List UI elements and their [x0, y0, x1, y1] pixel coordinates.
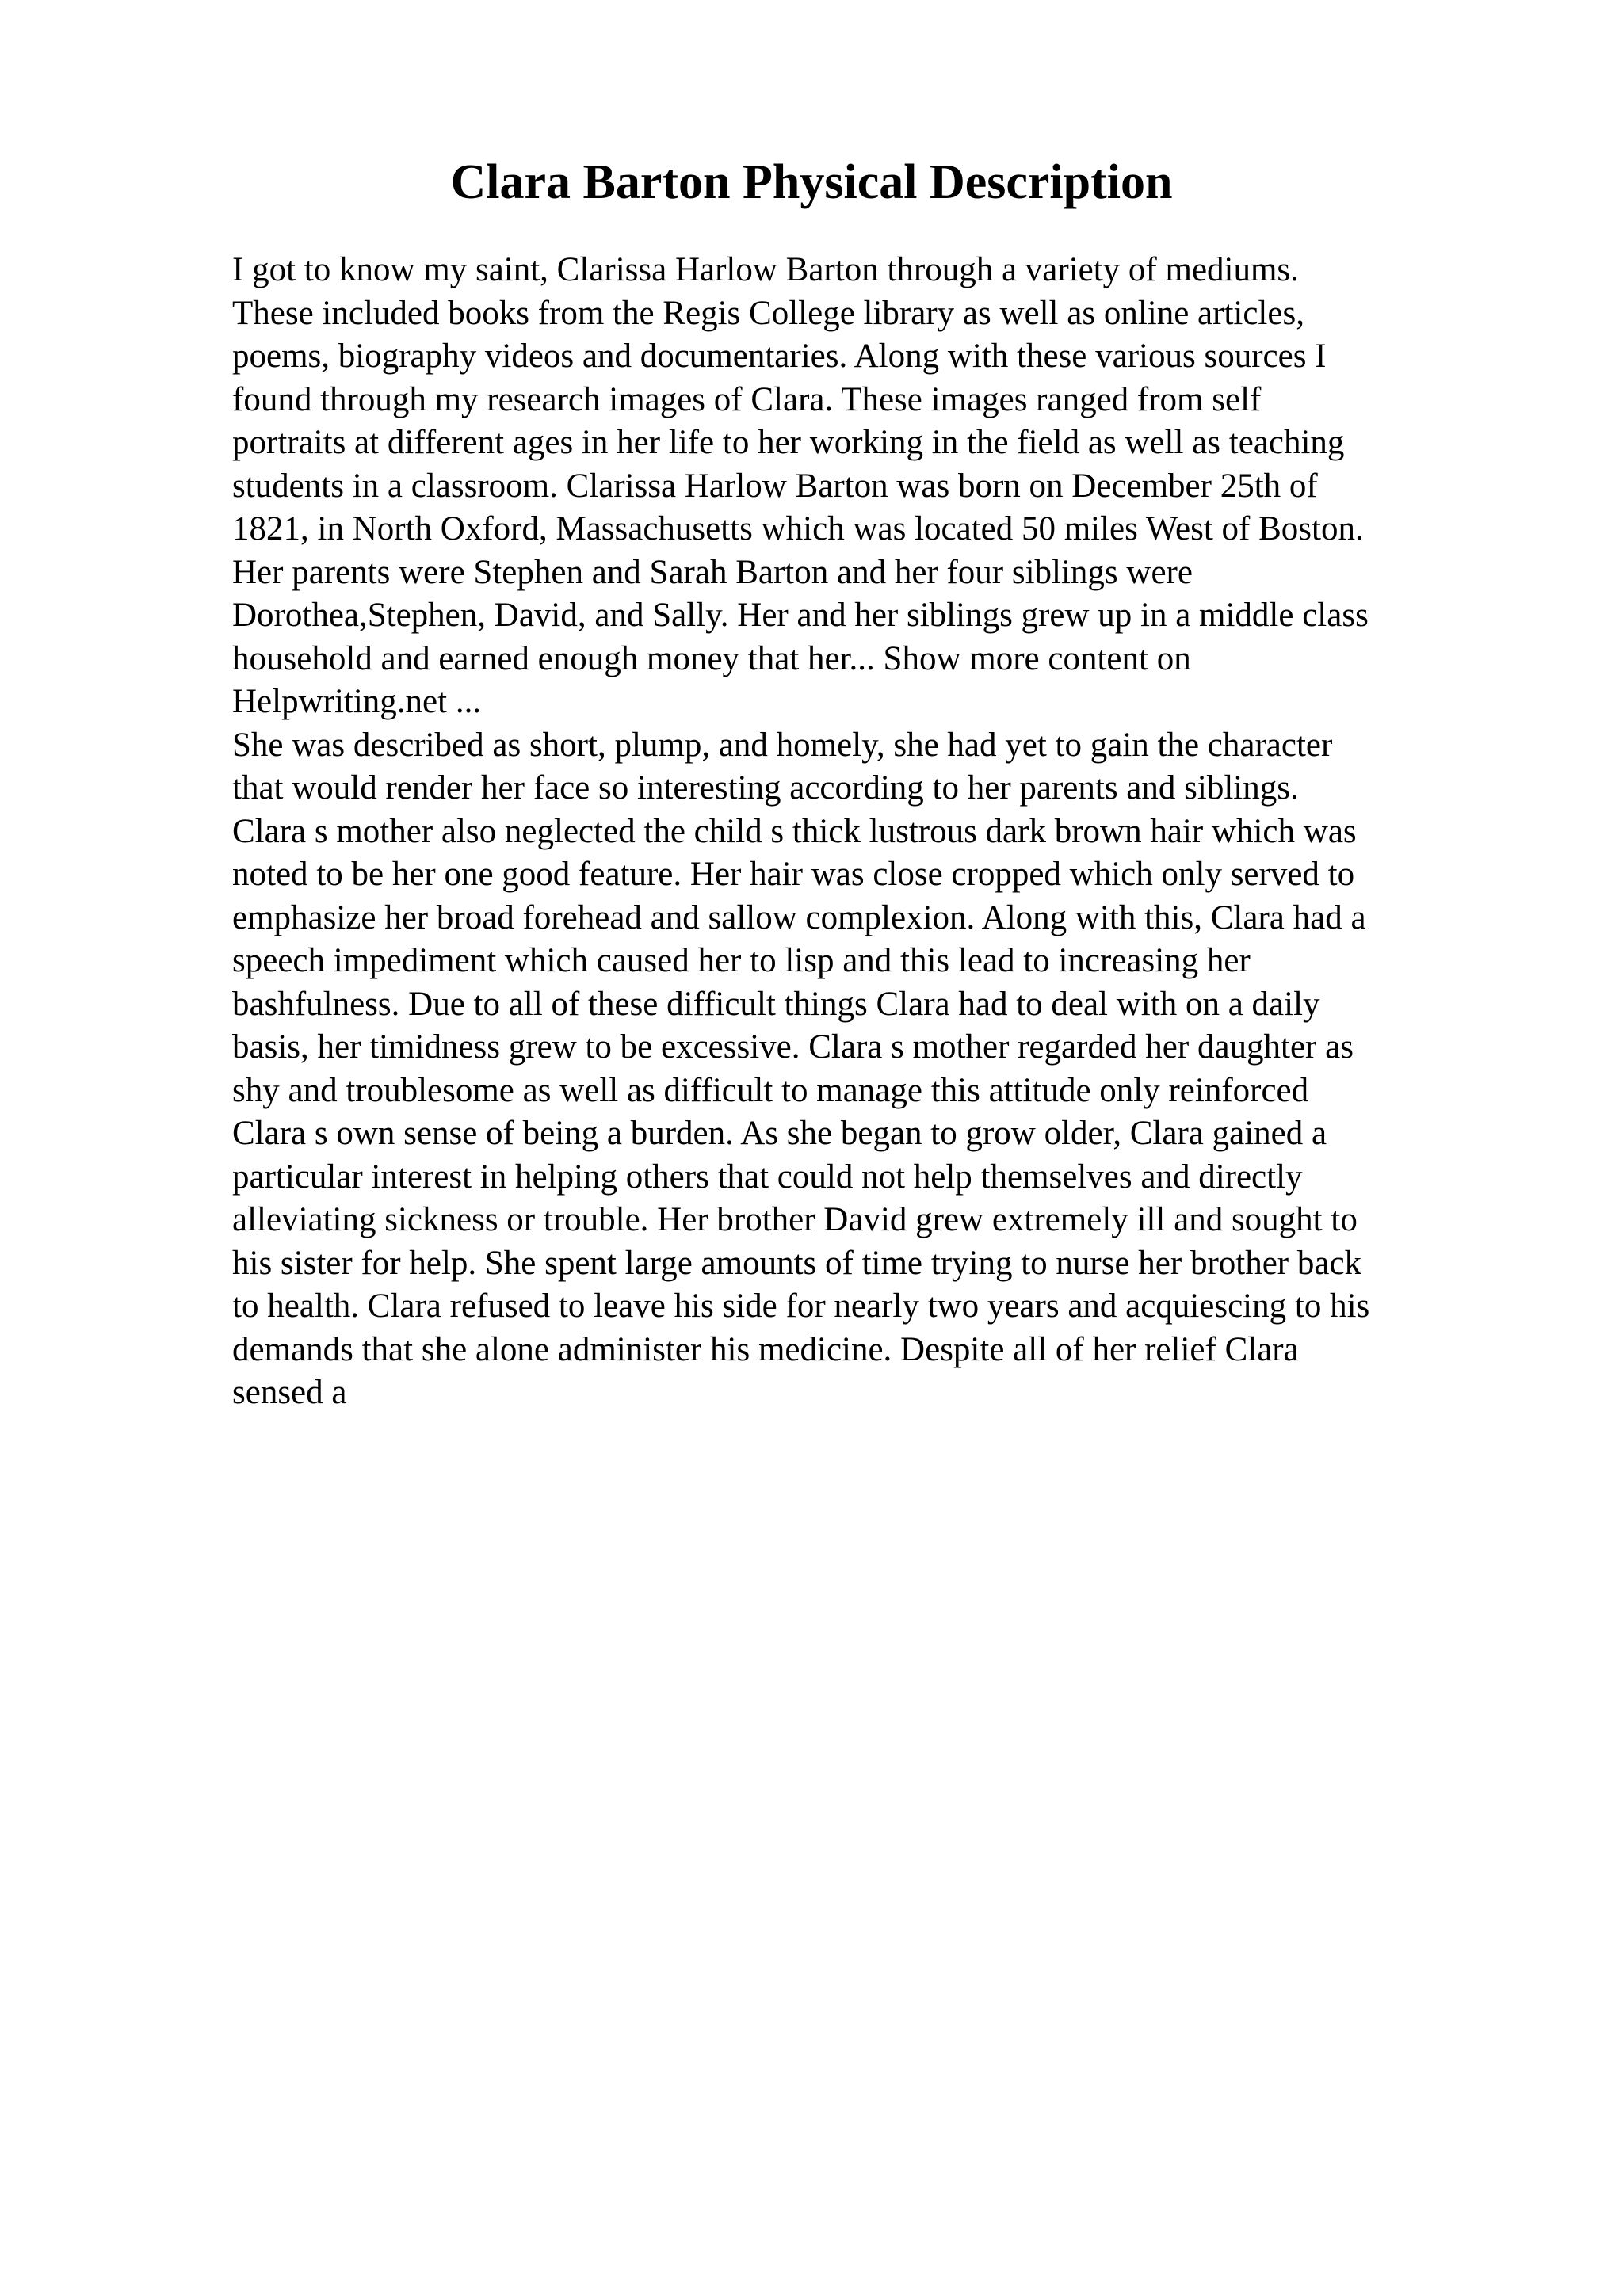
body-line: Dorothea,Stephen, David, and Sally. Her and her siblings grew up in a middle class	[232, 597, 1369, 634]
body-line: particular interest in helping others that could not help themselves and directly	[232, 1158, 1303, 1196]
body-line: These included books from the Regis College library as well as online articles,	[232, 294, 1304, 332]
body-line: household and earned enough money that her... Show more content on	[232, 639, 1191, 677]
body-line: his sister for help. She spent large amounts of time trying to nurse her brother back	[232, 1244, 1362, 1282]
body-line: bashfulness. Due to all of these difficult things Clara had to deal with on a daily	[232, 985, 1320, 1023]
body-line: Helpwriting.net ...	[232, 683, 482, 720]
body-line: that would render her face so interesting according to her parents and siblings.	[232, 769, 1299, 807]
body-line: She was described as short, plump, and homely, she had yet to gain the character	[232, 726, 1333, 764]
body-line: speech impediment which caused her to lisp and this lead to increasing her	[232, 942, 1251, 979]
body-line: emphasize her broad forehead and sallow complexion. Along with this, Clara had a	[232, 898, 1366, 936]
body-line: Clara s mother also neglected the child s thick lustrous dark brown hair which was	[232, 812, 1357, 850]
body-line: students in a classroom. Clarissa Harlow Barton was born on December 25th of	[232, 467, 1318, 505]
body-line: found through my research images of Clara. These images ranged from self	[232, 380, 1262, 418]
body-line: to health. Clara refused to leave his side for nearly two years and acquiescing to his	[232, 1287, 1370, 1325]
body-line: alleviating sickness or trouble. Her brother David grew extremely ill and sought to	[232, 1201, 1358, 1238]
body-line: shy and troublesome as well as difficult to manage this attitude only reinforced	[232, 1071, 1309, 1109]
body-line: Clara s own sense of being a burden. As she began to grow older, Clara gained a	[232, 1115, 1327, 1152]
body-line: I got to know my saint, Clarissa Harlow Barton through a variety of mediums.	[232, 251, 1299, 288]
body-line: Her parents were Stephen and Sarah Barton and her four siblings were	[232, 553, 1193, 591]
document-body	[232, 249, 1484, 1415]
body-line: sensed a	[232, 1374, 347, 1411]
body-line: noted to be her one good feature. Her hair was close cropped which only served to	[232, 856, 1355, 893]
body-line: 1821, in North Oxford, Massachusetts which was located 50 miles West of Boston.	[232, 510, 1364, 547]
body-line: portraits at different ages in her life to her working in the field as well as teaching	[232, 424, 1345, 461]
body-line: poems, biography videos and documentaries. Along with these various sources I	[232, 338, 1327, 375]
document-title: Clara Barton Physical Description	[450, 155, 1173, 209]
body-line: demands that she alone administer his medicine. Despite all of her relief Clara	[232, 1330, 1299, 1368]
body-line: basis, her timidness grew to be excessive. Clara s mother regarded her daughter as	[232, 1028, 1354, 1066]
